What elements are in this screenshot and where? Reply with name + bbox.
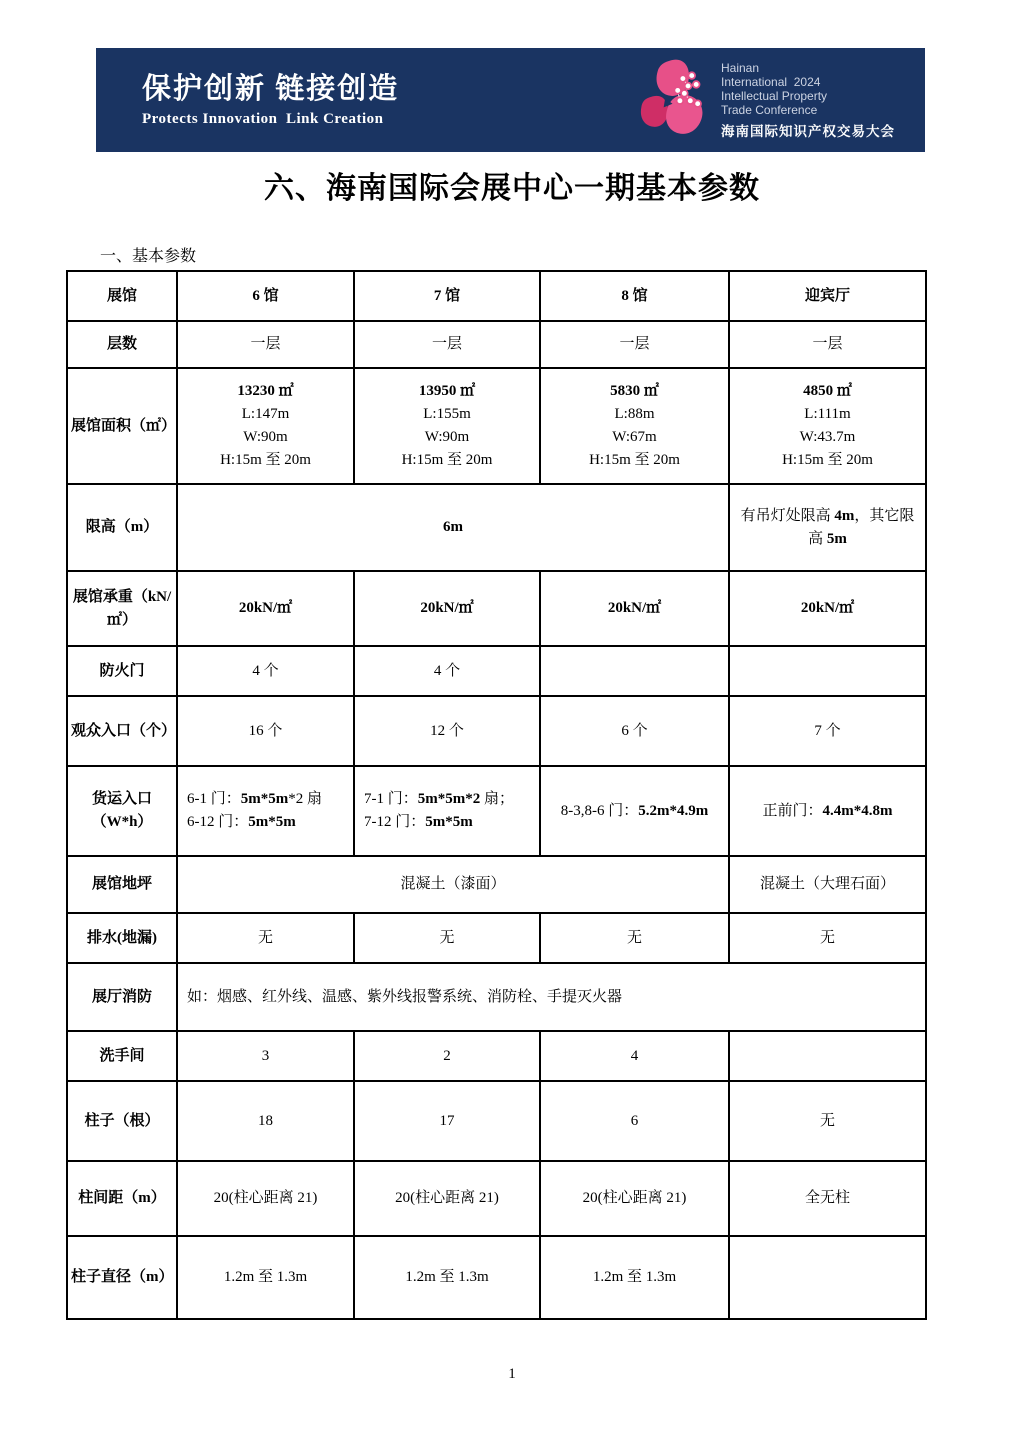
table-row — [67, 368, 926, 484]
table-cell: 20kN/㎡ — [177, 571, 354, 646]
table-cell: 20kN/㎡ — [540, 571, 729, 646]
column-header: 8 馆 — [540, 271, 729, 321]
header-banner — [96, 48, 925, 152]
row-label: 展馆面积（㎡） — [67, 368, 177, 484]
table-cell: 20(柱心距离 21) — [177, 1161, 354, 1236]
table-cell: 6-1 门：5m*5m*2 扇 6-12 门：5m*5m — [177, 766, 354, 856]
table-cell — [729, 646, 926, 696]
table-row — [67, 1236, 926, 1319]
parameters-table — [66, 270, 927, 1320]
conference-logo-block — [637, 56, 895, 144]
table-cell: 2 — [354, 1031, 540, 1081]
row-label: 展厅消防 — [67, 963, 177, 1031]
table-row — [67, 646, 926, 696]
conference-name-line: Intellectual Property — [721, 88, 828, 103]
table-cell: 无 — [729, 1081, 926, 1161]
table-cell: 20(柱心距离 21) — [540, 1161, 729, 1236]
row-label: 排水(地漏) — [67, 913, 177, 963]
table-cell: 一层 — [177, 321, 354, 368]
table-row — [67, 963, 926, 1031]
row-label: 货运入口（W*h） — [67, 766, 177, 856]
row-label: 柱子直径（m） — [67, 1236, 177, 1319]
table-cell: 20kN/㎡ — [729, 571, 926, 646]
hainan-flower-logo-icon — [637, 56, 711, 144]
table-cell: 一层 — [540, 321, 729, 368]
row-label: 展馆承重（kN/㎡） — [67, 571, 177, 646]
table-cell — [729, 1031, 926, 1081]
table-cell: 8-3,8-6 门：5.2m*4.9m — [540, 766, 729, 856]
row-label: 洗手间 — [67, 1031, 177, 1081]
table-cell: 4 — [540, 1031, 729, 1081]
table-row — [67, 913, 926, 963]
table-cell: 1.2m 至 1.3m — [354, 1236, 540, 1319]
table-cell: 一层 — [354, 321, 540, 368]
column-header: 迎宾厅 — [729, 271, 926, 321]
table-cell: 无 — [729, 913, 926, 963]
table-cell: 6 个 — [540, 696, 729, 766]
column-header: 7 馆 — [354, 271, 540, 321]
table-row — [67, 1081, 926, 1161]
table-cell: 20kN/㎡ — [354, 571, 540, 646]
row-label: 防火门 — [67, 646, 177, 696]
conference-name-chinese: 海南国际知识产权交易大会 — [721, 123, 895, 139]
slogan-chinese: 保护创新 链接创造 — [142, 73, 400, 105]
table-cell: 有吊灯处限高 4m，其它限高 5m — [729, 484, 926, 571]
slogan-english: Protects Innovation Link Creation — [142, 111, 384, 127]
page-title: 六、海南国际会展中心一期基本参数 — [264, 172, 760, 205]
table-cell: 13950 ㎡ L:155m W:90m H:15m 至 20m — [354, 368, 540, 484]
table-cell: 无 — [354, 913, 540, 963]
table-cell: 4 个 — [354, 646, 540, 696]
table-cell: 全无柱 — [729, 1161, 926, 1236]
table-cell: 4850 ㎡ L:111m W:43.7m H:15m 至 20m — [729, 368, 926, 484]
table-cell: 如：烟感、红外线、温感、紫外线报警系统、消防栓、手提灭火器 — [177, 963, 926, 1031]
table-cell: 4 个 — [177, 646, 354, 696]
table-cell: 正前门：4.4m*4.8m — [729, 766, 926, 856]
table-container — [66, 270, 927, 1320]
conference-name-line: Hainan — [721, 60, 760, 75]
section-label: 一、基本参数 — [100, 248, 197, 265]
table-row — [67, 1161, 926, 1236]
table-cell: 18 — [177, 1081, 354, 1161]
table-cell: 7-1 门：5m*5m*2 扇； 7-12 门：5m*5m — [354, 766, 540, 856]
table-cell: 混凝土（漆面） — [177, 856, 729, 913]
table-cell: 一层 — [729, 321, 926, 368]
row-label: 展馆地坪 — [67, 856, 177, 913]
table-cell: 混凝土（大理石面） — [729, 856, 926, 913]
table-cell: 6m — [177, 484, 729, 571]
table-row — [67, 321, 926, 368]
table-cell — [729, 1236, 926, 1319]
table-cell: 1.2m 至 1.3m — [177, 1236, 354, 1319]
conference-name-line: International 2024 — [721, 74, 821, 89]
row-label: 柱子（根） — [67, 1081, 177, 1161]
parameters-table-body — [67, 271, 926, 1319]
conference-name-block — [721, 61, 895, 140]
table-cell: 无 — [177, 913, 354, 963]
table-cell: 7 个 — [729, 696, 926, 766]
table-cell: 6 — [540, 1081, 729, 1161]
table-row — [67, 571, 926, 646]
conference-name-line: Trade Conference — [721, 102, 818, 117]
table-row — [67, 1031, 926, 1081]
table-row — [67, 856, 926, 913]
table-header-row — [67, 271, 926, 321]
table-cell: 16 个 — [177, 696, 354, 766]
table-cell: 5830 ㎡ L:88m W:67m H:15m 至 20m — [540, 368, 729, 484]
table-row — [67, 766, 926, 856]
row-label: 柱间距（m） — [67, 1161, 177, 1236]
corner-header: 展馆 — [67, 271, 177, 321]
table-cell: 1.2m 至 1.3m — [540, 1236, 729, 1319]
table-cell: 13230 ㎡ L:147m W:90m H:15m 至 20m — [177, 368, 354, 484]
table-cell: 无 — [540, 913, 729, 963]
row-label: 观众入口（个） — [67, 696, 177, 766]
column-header: 6 馆 — [177, 271, 354, 321]
table-cell: 17 — [354, 1081, 540, 1161]
row-label: 层数 — [67, 321, 177, 368]
table-cell: 3 — [177, 1031, 354, 1081]
table-cell: 12 个 — [354, 696, 540, 766]
table-row — [67, 696, 926, 766]
row-label: 限高（m） — [67, 484, 177, 571]
table-row — [67, 484, 926, 571]
page-number: 1 — [508, 1366, 516, 1382]
table-cell — [540, 646, 729, 696]
table-cell: 20(柱心距离 21) — [354, 1161, 540, 1236]
banner-slogan-block — [142, 72, 399, 128]
